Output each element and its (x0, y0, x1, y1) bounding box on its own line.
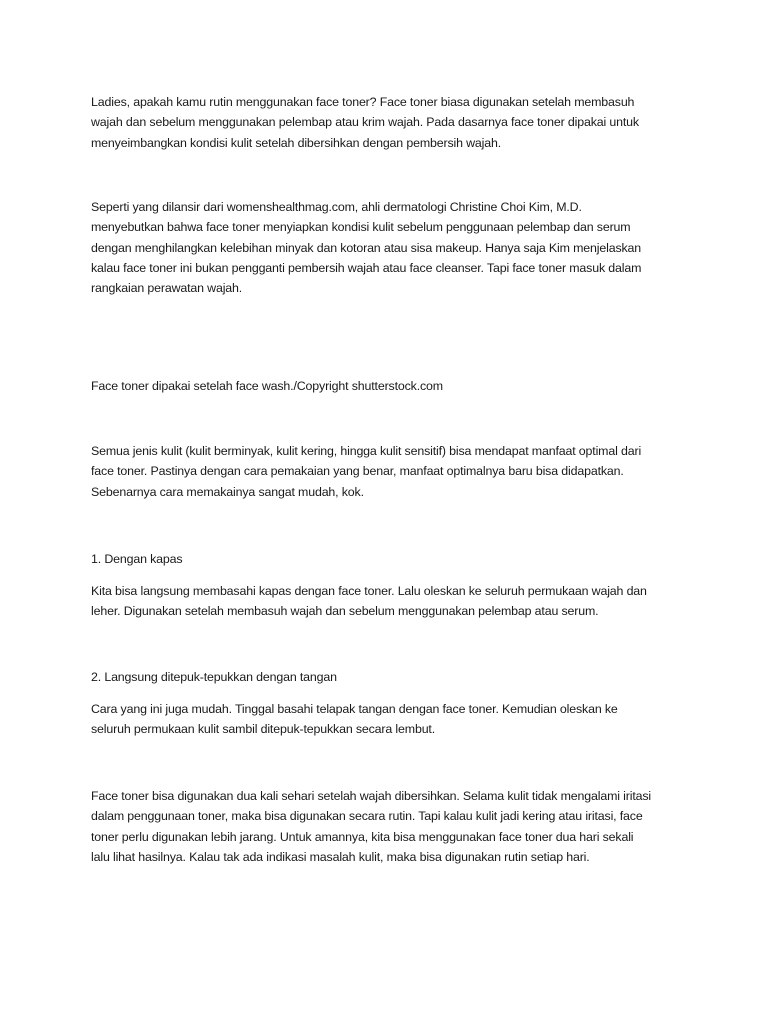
dermatologist-paragraph: Seperti yang dilansir dari womenshealthmag.com, ahli dermatologi Christine Choi Kim, M.D. menyebutkan bahwa face toner menyiapkan kondisi kulit sebelum penggunaan pelembap dan serum dengan menghilangkan kelebihan minyak dan kotoran atau sisa makeup. Hanya saja Kim menjelaskan kalau face toner ini bukan pengganti pembersih wajah atau face cleanser. Tapi face toner masuk dalam rangkaian perawatan wajah. (91, 200, 642, 296)
skin-types-paragraph: Semua jenis kulit (kulit berminyak, kulit kering, hingga kulit sensitif) bisa mendapat manfaat optimal dari face toner. Pastinya dengan cara pemakaian yang benar, manfaat optimalnya baru bisa didapatkan. Sebenarnya cara memakainya sangat mudah, kok. (91, 444, 642, 499)
image-caption: Face toner dipakai setelah face wash./Copyright shutterstock.com (91, 379, 443, 393)
usage-frequency-paragraph: Face toner bisa digunakan dua kali sehari setelah wajah dibersihkan. Selama kulit tidak mengalami iritasi dalam penggunaan toner, maka bisa digunakan secara rutin. Tapi kalau kulit jadi kering atau iritasi, face toner perlu digunakan lebih jarang. Untuk amannya, kita bisa menggunakan face toner dua hari sekali lalu lihat hasilnya. Kalau tak ada indikasi masalah kulit, maka bisa digunakan rutin setiap hari. (91, 789, 652, 864)
method-1-paragraph: Kita bisa langsung membasahi kapas dengan face toner. Lalu oleskan ke seluruh permukaan wajah dan leher. Digunakan setelah membasuh wajah dan sebelum menggunakan pelembap atau serum. (91, 584, 647, 619)
intro-paragraph: Ladies, apakah kamu rutin menggunakan face toner? Face toner biasa digunakan setelah membasuh wajah dan sebelum menggunakan pelembap atau krim wajah. Pada dasarnya face toner dipakai untuk menyeimbangkan kondisi kulit setelah dibersihkan dengan pembersih wajah. (91, 95, 639, 150)
method-1-heading: 1. Dengan kapas (91, 552, 183, 566)
method-2-paragraph: Cara yang ini juga mudah. Tinggal basahi telapak tangan dengan face toner. Kemudian oleskan ke seluruh permukaan kulit sambil ditepuk-tepukkan secara lembut. (91, 702, 618, 737)
method-2-heading: 2. Langsung ditepuk-tepukkan dengan tangan (91, 670, 337, 684)
